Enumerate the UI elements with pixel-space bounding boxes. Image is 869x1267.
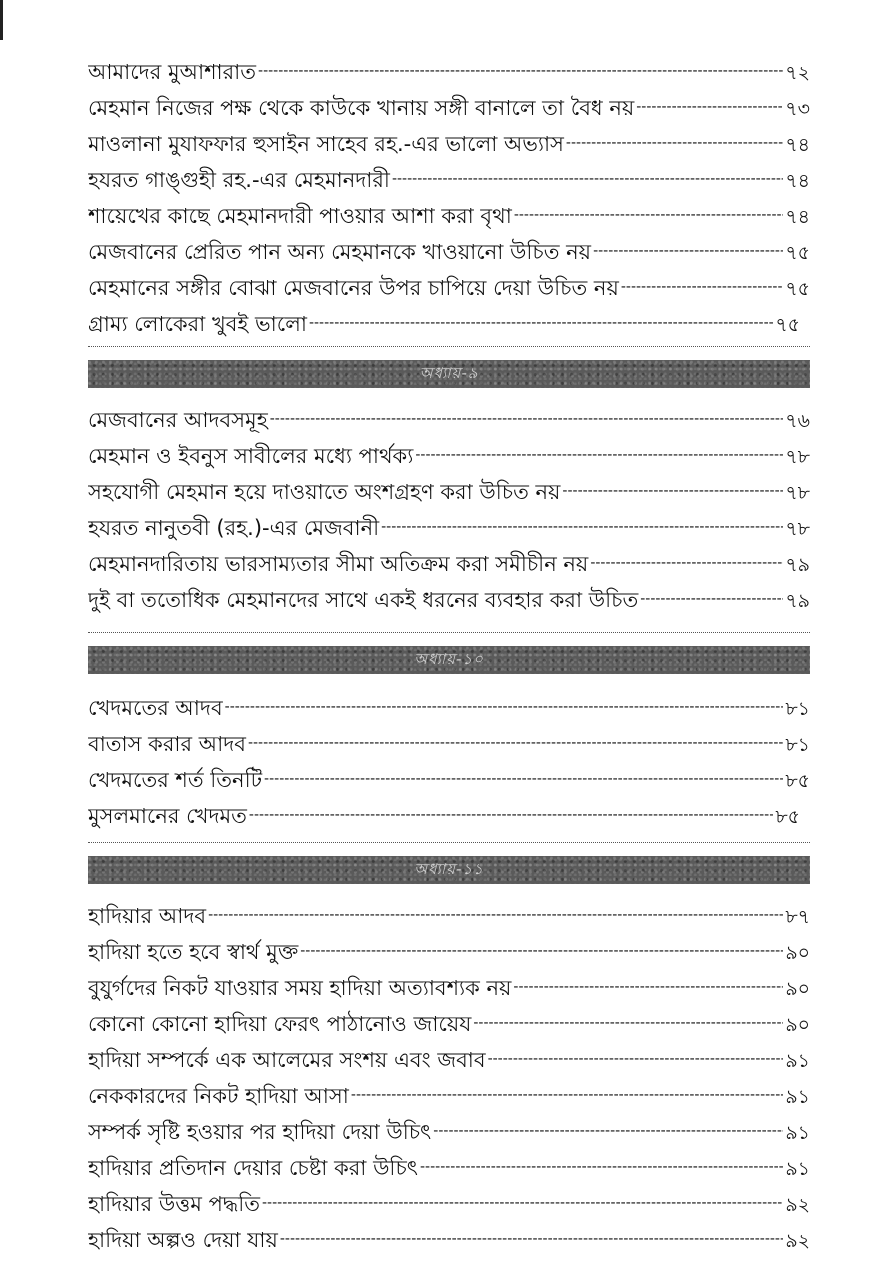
entry-title: বাতাস করার আদব	[88, 732, 246, 756]
entry-page-number: ৯০	[785, 942, 810, 964]
dot-leader	[513, 979, 783, 995]
toc-entry[interactable]	[88, 584, 810, 620]
dot-leader	[415, 447, 783, 463]
entry-title: মেহমানদারিতায় ভারসাম্যতার সীমা অতিক্রম করা সমীচীন নয়	[88, 552, 589, 576]
toc-entry[interactable]	[88, 548, 810, 584]
toc-entry[interactable]	[88, 440, 810, 476]
entry-title: কোনো কোনো হাদিয়া ফেরৎ পাঠানোও জায়েয	[88, 1012, 472, 1036]
dot-leader	[300, 943, 783, 959]
dot-leader	[351, 1087, 783, 1103]
page-edge-mark	[0, 0, 3, 40]
toc-section-1	[88, 404, 810, 620]
entry-title: গ্রাম্য লোকেরা খুবই ভালো	[88, 312, 307, 336]
dot-leader	[420, 1159, 783, 1175]
toc-entry[interactable]	[88, 692, 810, 728]
toc-entry[interactable]	[88, 164, 810, 200]
entry-title: মেজবানের আদবসমূহ	[88, 408, 268, 432]
dot-leader	[473, 1015, 783, 1031]
toc-entry[interactable]	[88, 200, 810, 236]
dot-leader	[433, 1123, 783, 1139]
toc-entry[interactable]	[88, 1116, 810, 1152]
entry-page-number: ৯২	[785, 1194, 810, 1216]
chapter-banner	[88, 856, 810, 884]
toc-entry[interactable]	[88, 1008, 810, 1044]
entry-page-number: ৯১	[785, 1158, 810, 1180]
entry-page-number: ৭৪	[785, 134, 810, 156]
chapter-label: অধ্যায়-১১	[414, 859, 484, 878]
entry-page-number: ৭৪	[785, 206, 810, 228]
toc-entry[interactable]	[88, 512, 810, 548]
toc-entry[interactable]	[88, 56, 810, 92]
dot-leader	[392, 171, 783, 187]
chapter-banner	[88, 360, 810, 388]
dot-leader	[208, 907, 783, 923]
toc-entry[interactable]	[88, 1080, 810, 1116]
toc-entry[interactable]	[88, 1152, 810, 1188]
dot-leader	[621, 279, 783, 295]
dot-leader	[640, 591, 783, 607]
entry-page-number: ৯১	[785, 1050, 810, 1072]
toc-entry[interactable]	[88, 476, 810, 512]
toc-entry[interactable]	[88, 272, 810, 308]
entry-page-number: ৯০	[785, 978, 810, 1000]
toc-entry[interactable]	[88, 308, 800, 344]
dot-leader	[309, 315, 773, 331]
entry-title: হাদিয়ার উত্তম পদ্ধতি	[88, 1192, 260, 1216]
toc-entry[interactable]	[88, 1224, 810, 1260]
entry-page-number: ৭৯	[785, 554, 810, 576]
section-divider	[88, 632, 810, 633]
toc-section-2	[88, 692, 810, 836]
entry-page-number: ৮১	[785, 734, 810, 756]
entry-title: আমাদের মুআশারাত	[88, 60, 257, 84]
entry-page-number: ৯১	[785, 1122, 810, 1144]
entry-page-number: ৮৫	[775, 806, 800, 828]
dot-leader	[262, 1195, 783, 1211]
entry-title: মেহমানের সঙ্গীর বোঝা মেজবানের উপর চাপিয়ে দেয়া উচিত নয়	[88, 276, 619, 300]
entry-title: হাদিয়ার প্রতিদান দেয়ার চেষ্টা করা উচিৎ	[88, 1156, 418, 1180]
entry-title: মেজবানের প্রেরিত পান অন্য মেহমানকে খাওয়ানো উচিত নয়	[88, 240, 592, 264]
dot-leader	[225, 699, 784, 715]
toc-entry[interactable]	[88, 128, 810, 164]
entry-page-number: ৯২	[785, 1230, 810, 1252]
entry-page-number: ৭৯	[785, 590, 810, 612]
dot-leader	[381, 519, 783, 535]
toc-section-3	[88, 900, 810, 1260]
entry-page-number: ৭৮	[785, 518, 810, 540]
toc-entry[interactable]	[88, 92, 810, 128]
entry-page-number: ৮৭	[785, 906, 810, 928]
toc-entry[interactable]	[88, 900, 810, 936]
entry-title: হাদিয়ার আদব	[88, 904, 207, 928]
toc-entry[interactable]	[88, 764, 810, 800]
dot-leader	[562, 483, 783, 499]
dot-leader	[249, 807, 773, 823]
entry-title: শায়েখের কাছে মেহমানদারী পাওয়ার আশা করা বৃথা	[88, 204, 512, 228]
entry-title: সহযোগী মেহমান হয়ে দাওয়াতে অংশগ্রহণ করা উচিত নয়	[88, 480, 561, 504]
entry-page-number: ৭৫	[785, 242, 810, 264]
toc-entry[interactable]	[88, 800, 800, 836]
toc-entry[interactable]	[88, 1044, 810, 1080]
entry-page-number: ৭৮	[785, 446, 810, 468]
dot-leader	[280, 1231, 783, 1247]
chapter-label: অধ্যায়-৯	[419, 363, 479, 382]
section-divider	[88, 346, 810, 347]
entry-title: খেদমতের আদব	[88, 696, 223, 720]
toc-entry[interactable]	[88, 404, 810, 440]
entry-page-number: ৭৫	[775, 314, 800, 336]
entry-page-number: ৭৪	[785, 170, 810, 192]
dot-leader	[514, 207, 783, 223]
toc-entry[interactable]	[88, 1188, 810, 1224]
dot-leader	[593, 243, 783, 259]
entry-page-number: ৭৬	[785, 410, 810, 432]
entry-title: হাদিয়া সম্পর্কে এক আলেমের সংশয় এবং জবাব	[88, 1048, 486, 1072]
section-divider	[88, 842, 810, 843]
entry-title: মেহমান নিজের পক্ষ থেকে কাউকে খানায় সঙ্গী বানালে তা বৈধ নয়	[88, 96, 635, 120]
entry-page-number: ৭৮	[785, 482, 810, 504]
dot-leader	[258, 63, 783, 79]
entry-page-number: ৯১	[785, 1086, 810, 1108]
entry-title: হযরত নানুতবী (রহ.)-এর মেজবানী	[88, 516, 380, 540]
dot-leader	[264, 771, 783, 787]
entry-title: মাওলানা মুযাফফার হুসাইন সাহেব রহ.-এর ভালো অভ্যাস	[88, 132, 564, 156]
entry-title: সম্পর্ক সৃষ্টি হওয়ার পর হাদিয়া দেয়া উচিৎ	[88, 1120, 432, 1144]
entry-title: মুসলমানের খেদমত	[88, 804, 247, 828]
dot-leader	[636, 99, 783, 115]
toc-entry[interactable]	[88, 936, 810, 972]
dot-leader	[248, 735, 783, 751]
entry-page-number: ৮৫	[785, 770, 810, 792]
toc-entry[interactable]	[88, 728, 810, 764]
entry-page-number: ৭৫	[785, 278, 810, 300]
dot-leader	[590, 555, 783, 571]
toc-section-0	[88, 56, 810, 344]
entry-title: নেককারদের নিকট হাদিয়া আসা	[88, 1084, 349, 1108]
entry-page-number: ৭২	[785, 62, 810, 84]
chapter-label: অধ্যায়-১০	[414, 649, 484, 668]
entry-title: মেহমান ও ইবনুস সাবীলের মধ্যে পার্থক্য	[88, 444, 414, 468]
entry-title: বুযুর্গদের নিকট যাওয়ার সময় হাদিয়া অত্যাবশ্যক নয়	[88, 976, 512, 1000]
entry-title: হযরত গাঙ্গুহী রহ.-এর মেহমানদারী	[88, 168, 390, 192]
entry-title: হাদিয়া হতে হবে স্বার্থ মুক্ত	[88, 940, 299, 964]
dot-leader	[270, 411, 784, 427]
entry-title: খেদমতের শর্ত তিনটি	[88, 768, 263, 792]
entry-page-number: ৯০	[785, 1014, 810, 1036]
chapter-banner	[88, 646, 810, 674]
entry-page-number: ৮১	[785, 698, 810, 720]
dot-leader	[566, 135, 783, 151]
entry-page-number: ৭৩	[785, 98, 810, 120]
entry-title: হাদিয়া অল্পও দেয়া যায়	[88, 1228, 278, 1252]
dot-leader	[488, 1051, 784, 1067]
entry-title: দুই বা ততোধিক মেহমানদের সাথে একই ধরনের ব্যবহার করা উচিত	[88, 588, 639, 612]
toc-entry[interactable]	[88, 972, 810, 1008]
toc-entry[interactable]	[88, 236, 810, 272]
